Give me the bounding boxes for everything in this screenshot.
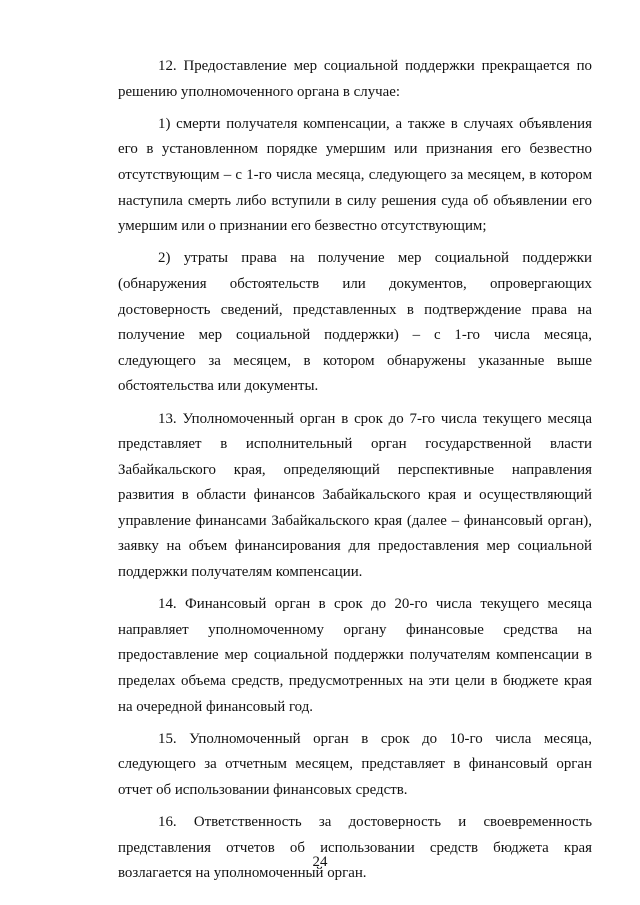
paragraph-12-item-1: 1) смерти получателя компенсации, а также в случаях объявления его в установленном порядке умершим или признания его безвестно отсутствующим – с 1-го числа месяца, следующего за месяцем, в котором наступила смерть либо вступили в силу решения суда об объявлении его умершим или о признании его безвестно отсутствующим;: [118, 115, 592, 235]
paragraph-13: 13. Уполномоченный орган в срок до 7-го числа текущего месяца представляет в исполнительный орган государственной власти Забайкальского края, определяющий перспективные направления развития в области финансов Забайкальского края и осуществляющий управление финансами Забайкальского края (далее – финансовый орган), заявку на объем финансирования для предоставления мер социальной поддержки получателям компенсации.: [118, 410, 592, 581]
paragraph-12: 12. Предоставление мер социальной поддержки прекращается по решению уполномоченного органа в случае:: [118, 58, 592, 100]
page-number: 24: [312, 854, 328, 870]
paragraph-16: 16. Ответственность за достоверность и своевременность представления отчетов об использовании средств бюджета края возлагается на уполномоченный орган.: [118, 814, 592, 882]
paragraph-12-item-2: 2) утраты права на получение мер социальной поддержки (обнаружения обстоятельств или документов, опровергающих достоверность сведений, представленных в подтверждение права на получение мер социальной поддержки) – с 1-го числа месяца, следующего за месяцем, в котором обнаружены указанные выше обстоятельства или документы.: [118, 250, 592, 395]
paragraph-15: 15. Уполномоченный орган в срок до 10-го числа месяца, следующего за отчетным месяцем, представляет в финансовый орган отчет об использовании финансовых средств.: [118, 730, 592, 798]
paragraph-14: 14. Финансовый орган в срок до 20-го числа текущего месяца направляет уполномоченному органу финансовые средства на предоставление мер социальной поддержки получателям компенсации в пределах объема средств, предусмотренных на эти цели в бюджете края на очередной финансовый год.: [118, 596, 592, 715]
document-body: [118, 54, 592, 894]
